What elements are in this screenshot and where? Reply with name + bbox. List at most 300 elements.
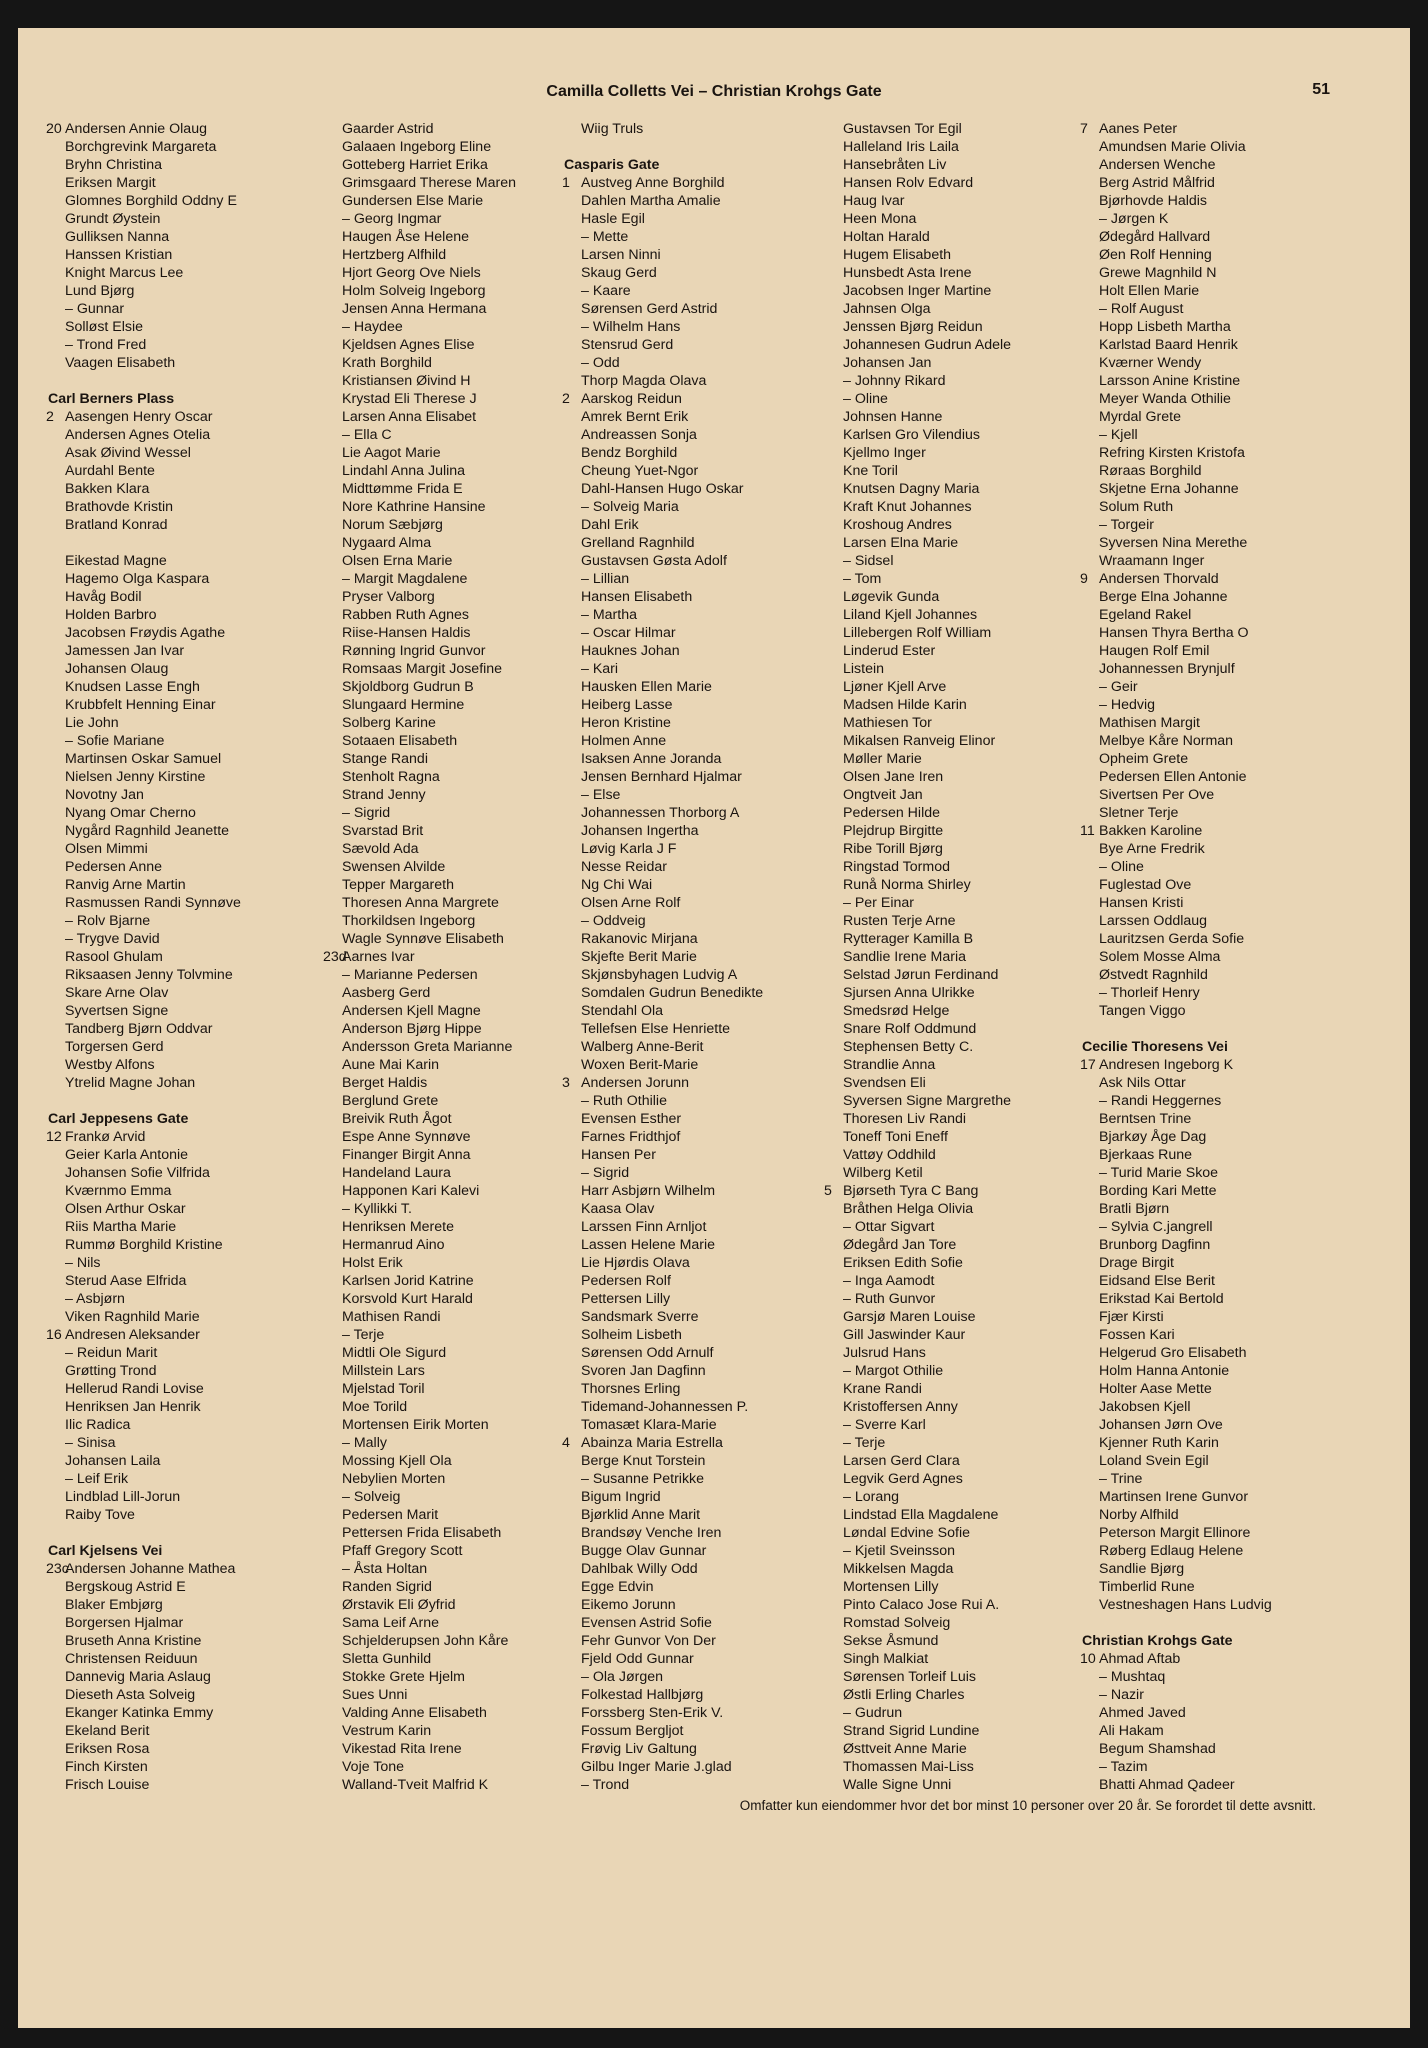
resident-entry: Stensrud Gerd: [581, 337, 674, 353]
resident-entry: Ørstavik Eli Øyfrid: [342, 1597, 456, 1613]
resident-entry: – Wilhelm Hans: [581, 319, 681, 335]
resident-entry: Rasmussen Randi Synnøve: [65, 895, 241, 911]
resident-entry: Skjønsbyhagen Ludvig A: [581, 967, 738, 983]
resident-entry: Walberg Anne-Berit: [581, 1039, 704, 1055]
resident-entry: Anderson Bjørg Hippe: [342, 1021, 482, 1037]
resident-entry: Toneff Toni Eneff: [843, 1129, 948, 1145]
resident-entry: Kværnmo Emma: [65, 1183, 172, 1199]
resident-entry: Holmen Anne: [581, 733, 667, 749]
resident-entry: Lie Aagot Marie: [342, 445, 441, 461]
resident-name: Andresen Ingeborg K: [1099, 1057, 1234, 1073]
resident-entry: – Hedvig: [1099, 697, 1155, 713]
resident-entry: Selstad Jørun Ferdinand: [843, 967, 999, 983]
resident-entry: Jamessen Jan Ivar: [65, 643, 185, 659]
resident-entry: Berge Knut Torstein: [581, 1453, 706, 1469]
resident-entry: Singh Malkiat: [843, 1651, 929, 1667]
resident-entry: Strand Sigrid Lundine: [843, 1723, 980, 1739]
resident-entry: Holtan Harald: [843, 229, 930, 245]
resident-entry: [46, 1128, 296, 1146]
resident-entry: – Marianne Pedersen: [342, 967, 478, 983]
resident-entry: Gundersen Else Marie: [342, 193, 484, 209]
resident-name: Austveg Anne Borghild: [581, 175, 725, 191]
street-heading: Carl Berners Plass: [48, 391, 175, 407]
resident-entry: Olsen Arne Rolf: [581, 895, 681, 911]
resident-entry: – Solveig: [342, 1489, 401, 1505]
resident-entry: Fjær Kirsti: [1099, 1309, 1164, 1325]
resident-entry: Ekanger Katinka Emmy: [65, 1705, 214, 1721]
house-number: 10: [1080, 1651, 1096, 1667]
resident-entry: Syversen Signe Margrethe: [843, 1093, 1011, 1109]
resident-entry: Romsaas Margit Josefine: [342, 661, 503, 677]
resident-entry: Heiberg Lasse: [581, 697, 673, 713]
resident-entry: Ljøner Kjell Arve: [843, 679, 947, 695]
resident-entry: Løvig Karla J F: [581, 841, 677, 857]
resident-entry: Kværner Wendy: [1099, 355, 1202, 371]
resident-entry: Snare Rolf Oddmund: [843, 1021, 977, 1037]
resident-entry: Bjørklid Anne Marit: [581, 1507, 701, 1523]
resident-entry: Hansen Elisabeth: [581, 589, 693, 605]
resident-entry: Gill Jaswinder Kaur: [843, 1327, 966, 1343]
resident-entry: Solheim Lisbeth: [581, 1327, 682, 1343]
column-5: [1080, 120, 1330, 1794]
resident-entry: Kraft Knut Johannes: [843, 499, 972, 515]
resident-entry: Kristoffersen Anny: [843, 1399, 958, 1415]
resident-entry: Dieseth Asta Solveig: [65, 1687, 196, 1703]
resident-entry: Sandlie Irene Maria: [843, 949, 967, 965]
resident-entry: Sletta Gunhild: [342, 1651, 432, 1667]
resident-entry: Wraamann Inger: [1099, 553, 1205, 569]
resident-entry: Listein: [843, 661, 885, 677]
resident-entry: Stenholt Ragna: [342, 769, 440, 785]
spacer: [1080, 1020, 1330, 1038]
resident-entry: Hansen Thyra Bertha O: [1099, 625, 1249, 641]
resident-entry: Madsen Hilde Karin: [843, 697, 967, 713]
house-number: 12: [46, 1129, 62, 1145]
resident-entry: Randen Sigrid: [342, 1579, 432, 1595]
house-number: 4: [562, 1435, 570, 1451]
resident-name: Ahmad Aftab: [1099, 1651, 1181, 1667]
resident-entry: Sekse Åsmund: [843, 1633, 939, 1649]
resident-entry: – Geir: [1099, 679, 1138, 695]
resident-entry: Timberlid Rune: [1099, 1579, 1195, 1595]
resident-entry: Henriksen Jan Henrik: [65, 1399, 201, 1415]
page-number: 51: [1312, 81, 1330, 98]
resident-entry: Korsvold Kurt Harald: [342, 1291, 473, 1307]
resident-entry: Knight Marcus Lee: [65, 265, 184, 281]
resident-entry: Sørensen Torleif Luis: [843, 1669, 977, 1685]
resident-entry: Schjelderupsen John Kåre: [342, 1633, 509, 1649]
resident-entry: Holter Aase Mette: [1099, 1381, 1212, 1397]
resident-entry: – Tom: [843, 571, 882, 587]
resident-entry: Pinto Calaco Jose Rui A.: [843, 1597, 1000, 1613]
resident-entry: Larsen Elna Marie: [843, 535, 959, 551]
resident-entry: – Ola Jørgen: [581, 1669, 664, 1685]
resident-entry: Larsen Ninni: [581, 247, 661, 263]
resident-entry: – Inga Aamodt: [843, 1273, 935, 1289]
resident-entry: – Leif Erik: [65, 1471, 129, 1487]
resident-entry: Fossum Bergljot: [581, 1723, 684, 1739]
resident-entry: Andersen Kjell Magne: [342, 1003, 481, 1019]
resident-entry: – Ella C: [342, 427, 392, 443]
resident-entry: Sama Leif Arne: [342, 1615, 440, 1631]
resident-entry: Karlsen Jorid Katrine: [342, 1273, 474, 1289]
street-heading: Casparis Gate: [564, 157, 660, 173]
resident-entry: Pfaff Gregory Scott: [342, 1543, 463, 1559]
resident-entry: Hagemo Olga Kaspara: [65, 571, 210, 587]
resident-entry: Jahnsen Olga: [843, 301, 931, 317]
house-number: 16: [46, 1327, 62, 1343]
resident-entry: – Margit Magdalene: [342, 571, 468, 587]
resident-entry: Voje Tone: [342, 1759, 405, 1775]
resident-entry: Bye Arne Fredrik: [1099, 841, 1205, 857]
resident-entry: Dahlen Martha Amalie: [581, 193, 721, 209]
resident-entry: Helgerud Gro Elisabeth: [1099, 1345, 1247, 1361]
house-number: 2: [562, 391, 570, 407]
resident-entry: Bjerkaas Rune: [1099, 1147, 1193, 1163]
resident-entry: Eriksen Margit: [65, 175, 156, 191]
resident-entry: Heron Kristine: [581, 715, 671, 731]
resident-entry: – Lillian: [581, 571, 630, 587]
resident-entry: Grewe Magnhild N: [1099, 265, 1217, 281]
resident-entry: Knutsen Dagny Maria: [843, 481, 980, 497]
resident-entry: Bigum Ingrid: [581, 1489, 661, 1505]
resident-entry: [46, 408, 296, 426]
resident-entry: Heen Mona: [843, 211, 917, 227]
resident-entry: Lindahl Anna Julina: [342, 463, 466, 479]
resident-entry: Tidemand-Johannessen P.: [581, 1399, 749, 1415]
resident-entry: Cheung Yuet-Ngor: [581, 463, 699, 479]
resident-entry: [323, 948, 573, 966]
resident-entry: Stendahl Ola: [581, 1003, 664, 1019]
resident-entry: – Susanne Petrikke: [581, 1471, 705, 1487]
resident-entry: Mathisen Randi: [342, 1309, 441, 1325]
resident-entry: Nebylien Morten: [342, 1471, 446, 1487]
resident-entry: Pedersen Ellen Antonie: [1099, 769, 1247, 785]
resident-entry: Bråthen Helga Olivia: [843, 1201, 974, 1217]
resident-entry: Stange Randi: [342, 751, 428, 767]
resident-entry: – Mally: [342, 1435, 387, 1451]
resident-entry: Ng Chi Wai: [581, 877, 653, 893]
resident-entry: Egge Edvin: [581, 1579, 654, 1595]
resident-entry: Tepper Margareth: [342, 877, 454, 893]
resident-entry: Tandberg Bjørn Oddvar: [65, 1021, 213, 1037]
resident-entry: – Oddveig: [581, 913, 646, 929]
resident-entry: Begum Shamshad: [1099, 1741, 1216, 1757]
resident-entry: [562, 390, 812, 408]
resident-entry: – Mushtaq: [1099, 1669, 1166, 1685]
resident-entry: Tangen Viggo: [1099, 1003, 1186, 1019]
resident-entry: Skjefte Berit Marie: [581, 949, 697, 965]
resident-entry: [1080, 120, 1330, 138]
column-4: [824, 120, 1074, 1794]
resident-entry: Hermanrud Aino: [342, 1237, 445, 1253]
resident-entry: Ali Hakam: [1099, 1723, 1164, 1739]
resident-entry: Lie Hjørdis Olava: [581, 1255, 690, 1271]
resident-entry: – Oline: [843, 391, 888, 407]
resident-entry: Finanger Birgit Anna: [342, 1147, 471, 1163]
resident-entry: Ekeland Berit: [65, 1723, 150, 1739]
resident-name: Bakken Karoline: [1099, 823, 1203, 839]
resident-entry: Røraas Borghild: [1099, 463, 1202, 479]
resident-entry: Moe Torild: [342, 1399, 408, 1415]
resident-entry: – Ottar Sigvart: [843, 1219, 935, 1235]
resident-entry: – Solveig Maria: [581, 499, 679, 515]
resident-entry: Syversen Nina Merethe: [1099, 535, 1248, 551]
house-number: 1: [562, 175, 570, 191]
resident-entry: Frisch Louise: [65, 1777, 150, 1793]
resident-entry: Henriksen Merete: [342, 1219, 454, 1235]
resident-entry: Sjursen Anna Ulrikke: [843, 985, 975, 1001]
column-2: [323, 120, 573, 1794]
resident-entry: Riksaasen Jenny Tolvmine: [65, 967, 233, 983]
resident-entry: Havåg Bodil: [65, 589, 142, 605]
resident-entry: Sotaaen Elisabeth: [342, 733, 458, 749]
resident-entry: Gulliksen Nanna: [65, 229, 170, 245]
house-number: 23c: [46, 1561, 69, 1577]
resident-entry: Walland-Tveit Malfrid K: [342, 1777, 489, 1793]
resident-entry: Ongtveit Jan: [843, 787, 923, 803]
house-number: 9: [1080, 571, 1088, 587]
resident-entry: Mathiesen Tor: [843, 715, 932, 731]
resident-entry: Julsrud Hans: [843, 1345, 926, 1361]
resident-entry: Hertzberg Alfhild: [342, 247, 447, 263]
resident-entry: Happonen Kari Kalevi: [342, 1183, 480, 1199]
resident-entry: Solløst Elsie: [65, 319, 144, 335]
resident-name: Andersen Thorvald: [1099, 571, 1219, 587]
resident-entry: Somdalen Gudrun Benedikte: [581, 985, 764, 1001]
resident-entry: Sørensen Odd Arnulf: [581, 1345, 714, 1361]
resident-entry: Brandsøy Venche Iren: [581, 1525, 722, 1541]
resident-entry: Karlstad Baard Henrik: [1099, 337, 1238, 353]
resident-entry: Pedersen Hilde: [843, 805, 941, 821]
resident-entry: Borgersen Hjalmar: [65, 1615, 184, 1631]
resident-entry: Isaksen Anne Joranda: [581, 751, 722, 767]
resident-entry: – Kyllikki T.: [342, 1201, 412, 1217]
resident-entry: Fuglestad Ove: [1099, 877, 1192, 893]
resident-entry: Ødegård Jan Tore: [843, 1237, 957, 1253]
resident-entry: Kaasa Olav: [581, 1201, 655, 1217]
resident-entry: Handeland Laura: [342, 1165, 451, 1181]
resident-entry: Bhatti Ahmad Qadeer: [1099, 1777, 1235, 1793]
resident-entry: Holm Hanna Antonie: [1099, 1363, 1230, 1379]
resident-entry: Sivertsen Per Ove: [1099, 787, 1215, 803]
house-number: 11: [1080, 823, 1095, 839]
resident-entry: Bendz Borghild: [581, 445, 678, 461]
resident-entry: Galaaen Ingeborg Eline: [342, 139, 492, 155]
resident-name: Andersen Annie Olaug: [65, 121, 207, 137]
resident-entry: Strandlie Anna: [843, 1057, 936, 1073]
resident-entry: Mikkelsen Magda: [843, 1561, 954, 1577]
spacer: [46, 534, 296, 552]
resident-entry: – Kjetil Sveinsson: [843, 1543, 955, 1559]
resident-entry: Frøvig Liv Galtung: [581, 1741, 697, 1757]
column-1: [46, 120, 296, 1794]
resident-entry: Dannevig Maria Aslaug: [65, 1669, 211, 1685]
resident-entry: Bugge Olav Gunnar: [581, 1543, 707, 1559]
resident-entry: Grimsgaard Therese Maren: [342, 175, 516, 191]
resident-entry: Lindstad Ella Magdalene: [843, 1507, 999, 1523]
resident-entry: Jakobsen Kjell: [1099, 1399, 1191, 1415]
resident-entry: Larssen Oddlaug: [1099, 913, 1208, 929]
resident-entry: – Mette: [581, 229, 629, 245]
resident-entry: Myrdal Grete: [1099, 409, 1181, 425]
resident-entry: Bakken Klara: [65, 481, 150, 497]
resident-entry: Hunsbedt Asta Irene: [843, 265, 972, 281]
resident-entry: Rakanovic Mirjana: [581, 931, 698, 947]
resident-entry: Bergskoug Astrid E: [65, 1579, 186, 1595]
resident-entry: Forssberg Sten-Erik V.: [581, 1705, 724, 1721]
resident-entry: Krystad Eli Therese J: [342, 391, 477, 407]
resident-entry: Dahl Erik: [581, 517, 639, 533]
resident-entry: [562, 174, 812, 192]
resident-entry: Knudsen Lasse Engh: [65, 679, 200, 695]
resident-name: Aarnes Ivar: [342, 949, 415, 965]
resident-entry: Vaagen Elisabeth: [65, 355, 176, 371]
resident-entry: – Asbjørn: [65, 1291, 125, 1307]
resident-entry: Nore Kathrine Hansine: [342, 499, 486, 515]
resident-entry: Eidsand Else Berit: [1099, 1273, 1215, 1289]
resident-entry: Dahl-Hansen Hugo Oskar: [581, 481, 744, 497]
resident-entry: Dahlbak Willy Odd: [581, 1561, 698, 1577]
resident-entry: Kristiansen Øivind H: [342, 373, 471, 389]
resident-entry: – Åsta Holtan: [342, 1561, 428, 1577]
resident-entry: Johansen Laila: [65, 1453, 161, 1469]
resident-entry: – Torgeir: [1099, 517, 1154, 533]
resident-entry: Viken Ragnhild Marie: [65, 1309, 200, 1325]
resident-entry: Rytterager Kamilla B: [843, 931, 974, 947]
street-heading: Carl Kjelsens Vei: [48, 1543, 163, 1559]
resident-entry: Johansen Sofie Vilfrida: [65, 1165, 210, 1181]
resident-entry: Geier Karla Antonie: [65, 1147, 189, 1163]
resident-entry: Svarstad Brit: [342, 823, 424, 839]
resident-entry: – Trine: [1099, 1471, 1143, 1487]
resident-entry: Peterson Margit Ellinore: [1099, 1525, 1251, 1541]
resident-entry: Grundt Øystein: [65, 211, 161, 227]
resident-entry: Rummø Borghild Kristine: [65, 1237, 223, 1253]
resident-entry: Tomasæt Klara-Marie: [581, 1417, 717, 1433]
resident-entry: Slungaard Hermine: [342, 697, 465, 713]
resident-entry: – Randi Heggernes: [1099, 1093, 1222, 1109]
resident-entry: Lillebergen Rolf William: [843, 625, 992, 641]
resident-entry: Skaug Gerd: [581, 265, 657, 281]
resident-entry: Rasool Ghulam: [65, 949, 163, 965]
resident-entry: Halleland Iris Laila: [843, 139, 959, 155]
resident-entry: Gilbu Inger Marie J.glad: [581, 1759, 732, 1775]
resident-entry: Kjeldsen Agnes Elise: [342, 337, 475, 353]
resident-entry: Hauknes Johan: [581, 643, 680, 659]
resident-entry: Krane Randi: [843, 1381, 922, 1397]
resident-entry: Runå Norma Shirley: [843, 877, 971, 893]
resident-entry: Fehr Gunvor Von Der: [581, 1633, 716, 1649]
resident-entry: Andersen Wenche: [1099, 157, 1216, 173]
resident-entry: Thorkildsen Ingeborg: [342, 913, 476, 929]
spacer: [46, 1092, 296, 1110]
resident-entry: – Georg Ingmar: [342, 211, 442, 227]
resident-entry: Olsen Arthur Oskar: [65, 1201, 186, 1217]
resident-entry: – Haydee: [342, 319, 403, 335]
resident-entry: Espe Anne Synnøve: [342, 1129, 471, 1145]
resident-entry: – Gudrun: [843, 1705, 903, 1721]
resident-entry: Haugen Åse Helene: [342, 229, 469, 245]
resident-entry: Holden Barbro: [65, 607, 157, 623]
resident-entry: Mathisen Margit: [1099, 715, 1200, 731]
resident-entry: Aurdahl Bente: [65, 463, 155, 479]
resident-entry: Johannessen Thorborg A: [581, 805, 740, 821]
resident-entry: Jensen Anna Hermana: [342, 301, 487, 317]
resident-entry: Lassen Helene Marie: [581, 1237, 716, 1253]
resident-entry: Lindblad Lill-Jorun: [65, 1489, 181, 1505]
house-number: 7: [1080, 121, 1088, 137]
resident-entry: Olsen Erna Marie: [342, 553, 453, 569]
resident-entry: Solberg Karine: [342, 715, 436, 731]
resident-entry: Midtli Ole Sigurd: [342, 1345, 447, 1361]
resident-entry: Millstein Lars: [342, 1363, 425, 1379]
resident-entry: – Oline: [1099, 859, 1144, 875]
resident-entry: – Per Einar: [843, 895, 914, 911]
resident-entry: Olsen Mimmi: [65, 841, 148, 857]
resident-entry: – Sidsel: [843, 553, 894, 569]
resident-entry: Thorsnes Erling: [581, 1381, 681, 1397]
resident-entry: Vestneshagen Hans Ludvig: [1099, 1597, 1272, 1613]
resident-entry: Stokke Grete Hjelm: [342, 1669, 465, 1685]
resident-name: Aanes Peter: [1099, 121, 1178, 137]
resident-entry: Krath Borghild: [342, 355, 432, 371]
resident-entry: Østli Erling Charles: [843, 1687, 965, 1703]
resident-entry: Vestrum Karin: [342, 1723, 432, 1739]
resident-entry: Martinsen Irene Gunvor: [1099, 1489, 1249, 1505]
resident-entry: – Terje: [843, 1435, 886, 1451]
resident-entry: Egeland Rakel: [1099, 607, 1192, 623]
resident-entry: – Terje: [342, 1327, 385, 1343]
resident-entry: Sues Unni: [342, 1687, 408, 1703]
resident-entry: [1080, 1056, 1330, 1074]
resident-entry: Johansen Jan: [843, 355, 932, 371]
resident-entry: Norum Sæbjørg: [342, 517, 443, 533]
resident-entry: Solem Mosse Alma: [1099, 949, 1221, 965]
resident-entry: Blaker Embjørg: [65, 1597, 163, 1613]
resident-entry: Walle Signe Unni: [843, 1777, 952, 1793]
resident-entry: Bjarkøy Åge Dag: [1099, 1129, 1207, 1145]
resident-entry: – Rolf August: [1099, 301, 1184, 317]
resident-entry: Westby Alfons: [65, 1057, 155, 1073]
resident-entry: Karlsen Gro Vilendius: [843, 427, 980, 443]
resident-entry: Wiig Truls: [581, 121, 644, 137]
resident-entry: Møller Marie: [843, 751, 922, 767]
resident-entry: Glomnes Borghild Oddny E: [65, 193, 237, 209]
resident-entry: Grelland Ragnhild: [581, 535, 695, 551]
resident-entry: Woxen Berit-Marie: [581, 1057, 699, 1073]
resident-entry: Johansen Jørn Ove: [1099, 1417, 1223, 1433]
resident-entry: – Reidun Marit: [65, 1345, 158, 1361]
resident-entry: Sandsmark Sverre: [581, 1309, 699, 1325]
resident-entry: Rønning Ingrid Gunvor: [342, 643, 486, 659]
resident-entry: – Ruth Gunvor: [843, 1291, 936, 1307]
resident-entry: Ask Nils Ottar: [1099, 1075, 1186, 1091]
resident-entry: Riis Martha Marie: [65, 1219, 177, 1235]
resident-entry: Ringstad Tormod: [843, 859, 950, 875]
resident-entry: Torgersen Gerd: [65, 1039, 164, 1055]
resident-entry: Johansen Olaug: [65, 661, 169, 677]
resident-entry: Jensen Bernhard Hjalmar: [581, 769, 742, 785]
resident-entry: Andersson Greta Marianne: [342, 1039, 513, 1055]
resident-name: Andresen Aleksander: [65, 1327, 200, 1343]
resident-entry: Martinsen Oskar Samuel: [65, 751, 222, 767]
resident-entry: Linderud Ester: [843, 643, 936, 659]
resident-entry: Brunborg Dagfinn: [1099, 1237, 1211, 1253]
resident-entry: Holst Erik: [342, 1255, 403, 1271]
resident-entry: Stephensen Betty C.: [843, 1039, 974, 1055]
resident-entry: Skjetne Erna Johanne: [1099, 481, 1239, 497]
